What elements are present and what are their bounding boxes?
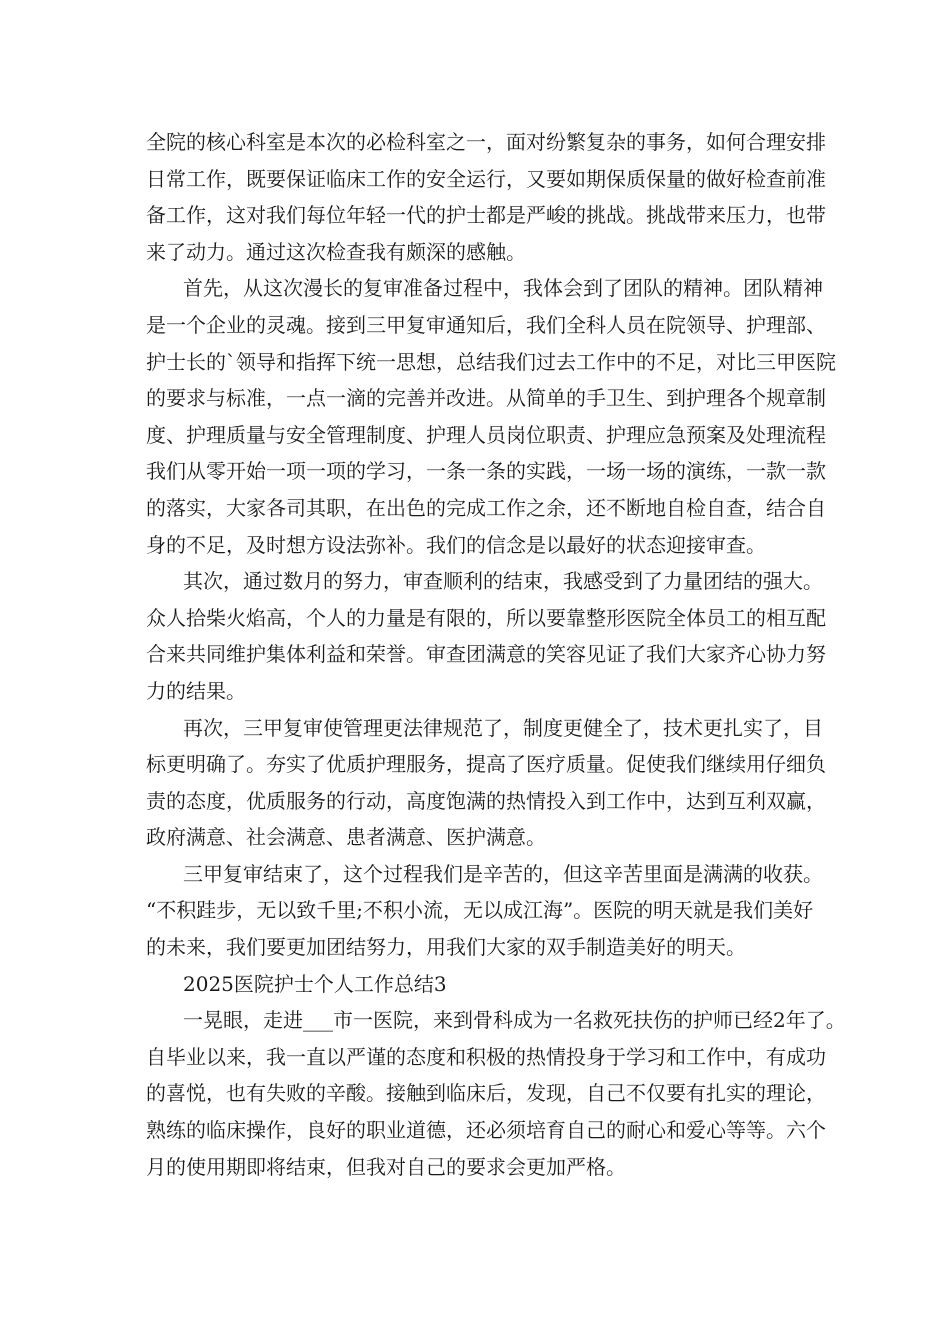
text-line: 的未来，我们要更加团结努力，用我们大家的双手制造美好的明天。 [146, 935, 746, 960]
text-line: 我们从零开始一项一项的学习，一条一条的实践，一场一场的演练，一款一款 [146, 459, 826, 484]
paragraph-first-line: 首先，从这次漫长的复审准备过程中，我体会到了团队的精神。团队精神 [183, 276, 823, 301]
text-line: “不积跬步，无以致千里;不积小流，无以成江海”。医院的明天就是我们美好 [146, 898, 814, 923]
section-heading: 2025医院护士个人工作总结3 [183, 971, 447, 996]
text-line: 熟练的临床操作，良好的职业道德，还必须培育自己的耐心和爱心等等。六个 [146, 1118, 826, 1143]
text-line: 的喜悦，也有失败的辛酸。接触到临床后，发现，自己不仅要有扎实的理论， [146, 1081, 826, 1106]
paragraph-first-line: 其次，通过数月的努力，审查顺利的结束，我感受到了力量团结的强大。 [183, 569, 823, 594]
text-line: 的要求与标准，一点一滴的完善并改进。从简单的手卫生、到护理各个规章制 [146, 386, 826, 411]
paragraph-first-line: 三甲复审结束了，这个过程我们是辛苦的，但这辛苦里面是满满的收获。 [183, 861, 823, 886]
text-line: 自毕业以来，我一直以严谨的态度和积极的热情投身于学习和工作中，有成功 [146, 1044, 826, 1069]
text-line: 身的不足，及时想方设法弥补。我们的信念是以最好的状态迎接审查。 [146, 532, 766, 557]
text-line: 政府满意、社会满意、患者满意、医护满意。 [146, 825, 546, 850]
text-line: 日常工作，既要保证临床工作的安全运行，又要如期保质保量的做好检查前准 [146, 166, 826, 191]
text-line: 众人拾柴火焰高，个人的力量是有限的，所以要靠整形医院全体员工的相互配 [146, 605, 826, 630]
text-line: 力的结果。 [146, 678, 246, 703]
text-line: 合来共同维护集体利益和荣誉。审查团满意的笑容见证了我们大家齐心协力努 [146, 642, 826, 667]
text-line: 全院的核心科室是本次的必检科室之一，面对纷繁复杂的事务，如何合理安排 [146, 130, 826, 154]
paragraph-first-line: 一晃眼，走进___市一医院，来到骨科成为一名救死扶伤的护师已经2年了。 [183, 1008, 846, 1033]
text-line: 度、护理质量与安全管理制度、护理人员岗位职责、护理应急预案及处理流程 [146, 422, 826, 447]
paragraph-first-line: 再次，三甲复审使管理更法律规范了，制度更健全了，技术更扎实了，目 [183, 715, 823, 740]
text-line: 来了动力。通过这次检查我有颇深的感触。 [146, 239, 526, 264]
text-line: 备工作，这对我们每位年轻一代的护士都是严峻的挑战。挑战带来压力，也带 [146, 203, 826, 228]
text-line: 责的态度，优质服务的行动，高度饱满的热情投入到工作中，达到互利双赢， [146, 788, 826, 813]
text-line: 是一个企业的灵魂。接到三甲复审通知后，我们全科人员在院领导、护理部、 [146, 312, 826, 337]
text-line: 的落实，大家各司其职，在出色的完成工作之余，还不断地自检自查，结合自 [146, 495, 826, 520]
text-line: 护士长的`领导和指挥下统一思想，总结我们过去工作中的不足，对比三甲医院 [146, 349, 836, 374]
text-line: 标更明确了。夯实了优质护理服务，提高了医疗质量。促使我们继续用仔细负 [146, 752, 826, 777]
text-line: 月的使用期即将结束，但我对自己的要求会更加严格。 [146, 1154, 626, 1179]
document-body [146, 124, 846, 1185]
